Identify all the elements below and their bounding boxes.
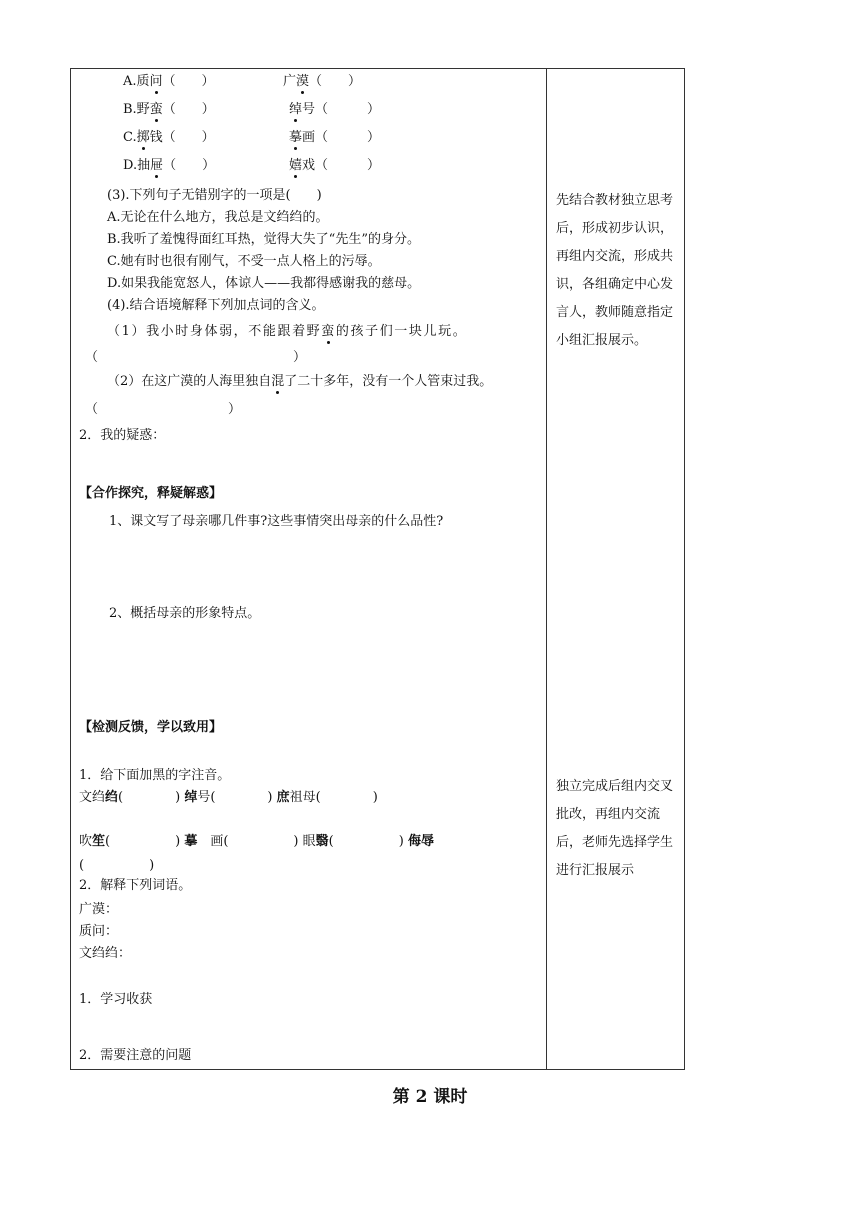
bold-char: 笙	[92, 834, 106, 849]
question-3-stem: (3).下列句子无错别字的一项是( )	[107, 188, 322, 203]
text: （ ）	[163, 158, 216, 173]
pinyin-test-row-2-tail: ( )	[79, 858, 155, 873]
text: 祖母( )	[289, 790, 378, 805]
pinyin-row	[123, 129, 215, 147]
text: 眼	[302, 834, 316, 849]
text: （2）在这广漠的人海里独自	[107, 374, 272, 389]
pinyin-row	[123, 157, 215, 175]
method-note-1: 先结合教材独立思考后，形成初步认识，再组内交流，形成共识，各组确定中心发言人，教师随意指定小组汇报展示。	[556, 193, 674, 348]
q3-option: D.如果我能宽怒人，体谅人——我都得感谢我的慈母。	[107, 276, 421, 291]
lesson-table	[70, 68, 685, 1070]
dotted-char: 蛮	[321, 324, 336, 339]
text: 广	[283, 74, 297, 89]
text: ( )	[118, 790, 181, 805]
text: 钱（ ）	[149, 130, 215, 145]
term: 广漠：	[79, 902, 119, 917]
method-note-2: 独立完成后组内交叉批改，再组内交流后，老师先选择学生进行汇报展示	[556, 779, 674, 878]
text: 画( )	[197, 834, 299, 849]
pinyin-row	[123, 101, 215, 119]
text: 吹	[79, 834, 93, 849]
text: （1）我小时身体弱，不能跟着野	[107, 324, 322, 339]
pinyin-row	[289, 101, 380, 119]
dotted-char: 摹	[289, 130, 303, 145]
learning-gain: 1．学习收获	[79, 992, 153, 1007]
coop-heading: 【合作探究，释疑解惑】	[79, 486, 223, 501]
test-heading: 【检测反馈，学以致用】	[79, 720, 223, 735]
text: A.质	[123, 74, 150, 89]
coop-question-2: 2、概括母亲的形象特点。	[109, 606, 261, 621]
q4-answer-blank-2: （ ）	[85, 402, 242, 417]
my-doubt: 2．我的疑惑：	[79, 428, 166, 443]
text: 文绉	[79, 790, 106, 805]
test-item-2: 2．解释下列词语。	[79, 878, 192, 893]
lesson-footer: 第 2 课时	[392, 1087, 468, 1107]
pinyin-test-row-1	[79, 789, 378, 807]
bold-char: 侮辱	[407, 834, 434, 849]
bold-char: 庶	[276, 790, 290, 805]
dotted-char: 混	[271, 374, 285, 389]
text: （ ）	[162, 74, 215, 89]
text: 号( )	[197, 790, 273, 805]
term: 文绉绉：	[79, 946, 132, 961]
text: ( )	[328, 834, 404, 849]
text: （ ）	[162, 102, 215, 117]
pinyin-row	[283, 73, 361, 91]
pinyin-row	[123, 73, 215, 91]
term: 质问：	[79, 924, 119, 939]
bold-char: 翳	[315, 834, 329, 849]
question-4-stem: (4).结合语境解释下列加点词的含义。	[107, 298, 325, 313]
text: ( )	[105, 834, 181, 849]
dotted-char: 嬉	[289, 158, 303, 173]
q4-answer-blank-1: （ ）	[85, 350, 307, 365]
text: 画（ ）	[302, 130, 381, 145]
dotted-char: 屉	[150, 158, 164, 173]
dotted-char: 蛮	[149, 102, 163, 117]
dotted-char: 绰	[289, 102, 303, 117]
q4-sentence-1	[107, 323, 467, 341]
text: B.野	[123, 102, 150, 117]
pinyin-test-row-2	[79, 833, 434, 851]
text: 号（ ）	[302, 102, 381, 117]
q3-option: B.我听了羞愧得面红耳热，觉得大失了“先生”的身分。	[107, 232, 420, 247]
bold-char: 绉	[105, 790, 119, 805]
text: 的孩子们一块儿玩。	[335, 324, 468, 339]
dotted-char: 漠	[296, 74, 310, 89]
text: 了二十多年，没有一个人管束过我。	[284, 374, 493, 389]
dotted-char: 掷	[136, 130, 150, 145]
text: D.抽	[123, 158, 151, 173]
bold-char: 绰	[184, 790, 198, 805]
test-item-1: 1．给下面加黑的字注音。	[79, 768, 231, 783]
q4-sentence-2	[107, 373, 492, 391]
text: 戏（ ）	[302, 158, 381, 173]
q3-option: C.她有时也很有刚气，不受一点人格上的污辱。	[107, 254, 381, 269]
pinyin-row	[289, 157, 380, 175]
pinyin-row	[289, 129, 380, 147]
dotted-char: 问	[149, 74, 163, 89]
bold-char: 摹	[184, 834, 198, 849]
column-divider	[546, 69, 547, 1069]
attention-points: 2．需要注意的问题	[79, 1048, 192, 1063]
q3-option: A.无论在什么地方，我总是文绉绉的。	[107, 210, 329, 225]
text: C.	[123, 130, 137, 145]
text: （ ）	[309, 74, 362, 89]
coop-question-1: 1、课文写了母亲哪几件事?这些事情突出母亲的什么品性?	[109, 514, 444, 529]
